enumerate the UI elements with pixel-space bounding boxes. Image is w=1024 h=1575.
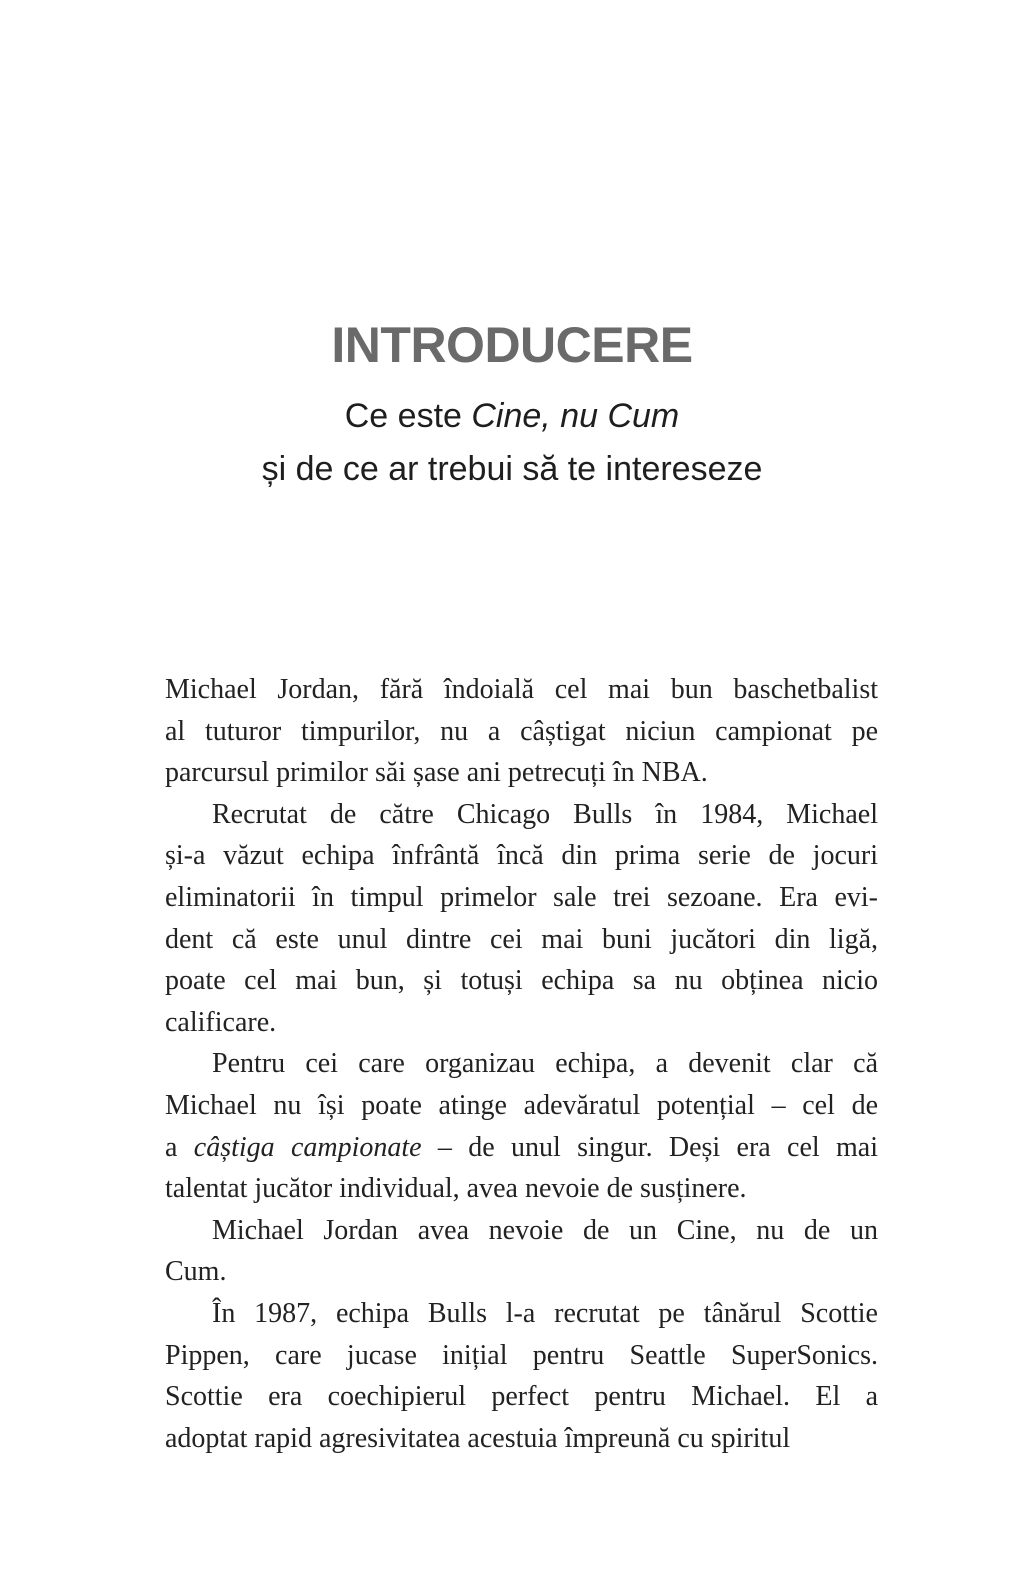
text-segment: Cum. xyxy=(165,1256,227,1288)
text-segment: a xyxy=(165,1131,194,1163)
text-segment: Pentru cei care organizau echipa, a devenit clar că xyxy=(212,1048,878,1080)
text-line xyxy=(165,1043,878,1085)
text-segment: poate cel mai bun, și totuși echipa sa nu obținea nicio xyxy=(165,965,878,997)
text-segment: talentat jucător individual, avea nevoie de susținere. xyxy=(165,1173,747,1205)
text-segment: Pippen, care jucase inițial pentru Seattle SuperSonics. xyxy=(165,1339,878,1371)
text-line xyxy=(165,877,878,919)
emphasis-text: câștiga campionate xyxy=(193,1131,422,1163)
text-line xyxy=(165,1168,878,1210)
subtitle-prefix: Ce este xyxy=(344,397,472,435)
text-segment: Michael Jordan avea nevoie de un Cine, nu de un xyxy=(212,1214,878,1246)
chapter-title: INTRODUCERE xyxy=(331,316,693,373)
body-text xyxy=(165,669,878,1459)
text-line xyxy=(165,794,878,836)
text-segment: adoptat rapid agresivitatea acestuia împreună cu spiritul xyxy=(165,1422,791,1454)
text-line xyxy=(165,1085,878,1127)
paragraph xyxy=(165,669,878,794)
text-line xyxy=(165,669,878,711)
text-line xyxy=(165,752,878,794)
text-segment: și-a văzut echipa înfrântă încă din prima serie de jocuri xyxy=(165,840,878,872)
chapter-subtitle xyxy=(0,390,1024,496)
text-segment: Michael nu își poate atinge adevăratul potențial – cel de xyxy=(165,1089,878,1121)
paragraph xyxy=(165,1210,878,1293)
text-segment: al tuturor timpurilor, nu a câștigat niciun campionat pe xyxy=(165,715,878,747)
text-line xyxy=(165,1293,878,1335)
text-segment: Scottie era coechipierul perfect pentru Michael. El a xyxy=(165,1381,878,1413)
text-segment: calificare. xyxy=(165,1006,277,1038)
text-line xyxy=(165,1376,878,1418)
text-segment: În 1987, echipa Bulls l-a recrutat pe tânărul Scottie xyxy=(212,1297,878,1329)
subtitle-line-2: și de ce ar trebui să te intereseze xyxy=(261,450,763,488)
subtitle-line-1 xyxy=(0,390,1024,443)
text-line xyxy=(165,1418,878,1460)
text-line xyxy=(165,711,878,753)
text-line xyxy=(165,1210,878,1252)
text-line xyxy=(165,1251,878,1293)
subtitle-italic: Cine, nu Cum xyxy=(471,397,680,435)
text-segment: parcursul primilor săi șase ani petrecuți în NBA. xyxy=(165,757,708,789)
text-segment: Recrutat de către Chicago Bulls în 1984, Michael xyxy=(212,798,878,830)
text-line xyxy=(165,919,878,961)
paragraph xyxy=(165,794,878,1044)
paragraph xyxy=(165,1293,878,1459)
text-line xyxy=(165,1127,878,1169)
text-line xyxy=(165,1002,878,1044)
text-line xyxy=(165,960,878,1002)
text-segment: – de unul singur. Deși era cel mai xyxy=(421,1131,878,1163)
text-segment: eliminatorii în timpul primelor sale trei sezoane. Era evi- xyxy=(165,881,878,913)
text-segment: Michael Jordan, fără îndoială cel mai bun baschetbalist xyxy=(165,674,878,705)
text-line xyxy=(165,835,878,877)
text-line xyxy=(165,1335,878,1377)
text-segment: dent că este unul dintre cei mai buni jucători din ligă, xyxy=(165,923,878,955)
paragraph xyxy=(165,1043,878,1209)
